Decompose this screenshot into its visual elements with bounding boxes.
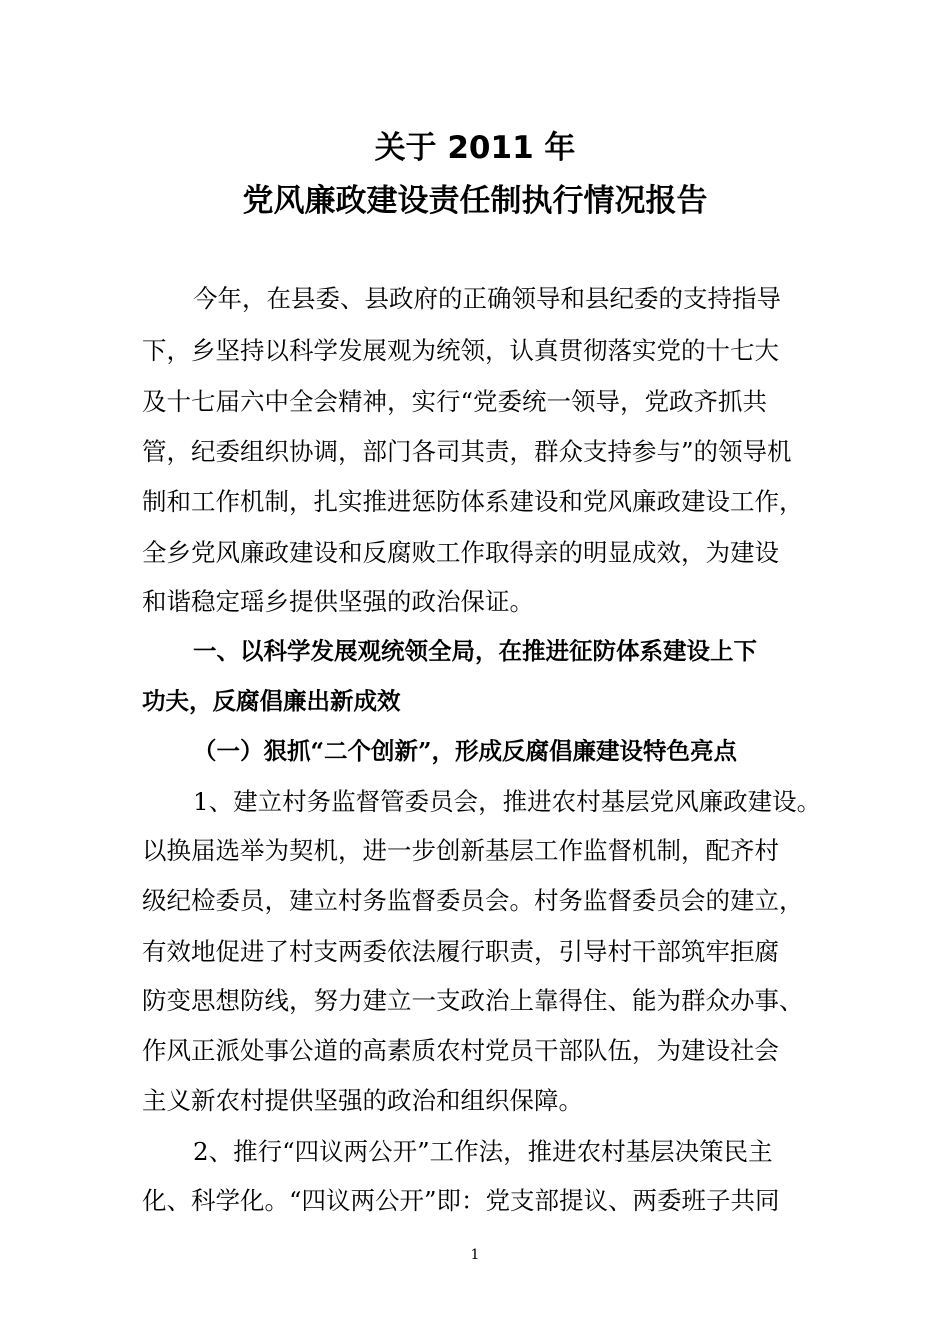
paragraph-line: 1、建立村务监督管委员会，推进农村基层党风廉政建设。 <box>193 787 822 816</box>
document-title-line-1: 关于 2011 年 <box>374 130 576 166</box>
paragraph-line: 制和工作机制，扎实推进惩防体系建设和党风廉政建设工作， <box>142 487 804 516</box>
paragraph-line: 2、推行“四议两公开”工作法，推进农村基层决策民主 <box>193 1137 773 1166</box>
paragraph-line: 主义新农村提供坚强的政治和组织保障。 <box>142 1086 583 1115</box>
paragraph-line: 化、科学化。“四议两公开”即：党支部提议、两委班子共同 <box>142 1186 780 1215</box>
paragraph-line: 管，纪委组织协调，部门各司其责，群众支持参与”的领导机 <box>142 437 792 466</box>
paragraph-line: 级纪检委员，建立村务监督委员会。村务监督委员会的建立， <box>142 886 804 915</box>
paragraph-line: 及十七届六中全会精神，实行“党委统一领导，党政齐抓共 <box>142 387 768 416</box>
paragraph-line: 有效地促进了村支两委依法履行职责，引导村干部筑牢拒腐 <box>142 937 779 966</box>
paragraph-line: 作风正派处事公道的高素质农村党员干部队伍，为建设社会 <box>142 1036 779 1065</box>
paragraph-line: 以换届选举为契机，进一步创新基层工作监督机制，配齐村 <box>142 836 779 865</box>
document-title-line-2: 党风廉政建设责任制执行情况报告 <box>242 183 708 219</box>
paragraph-line: 全乡党风廉政建设和反腐败工作取得亲的明显成效，为建设 <box>142 538 779 567</box>
paragraph-line: 今年，在县委、县政府的正确领导和县纪委的支持指导 <box>193 284 781 313</box>
page-number: 1 <box>470 1247 480 1263</box>
paragraph-line: 下，乡坚持以科学发展观为统领，认真贯彻落实党的十七大 <box>142 336 779 365</box>
section-heading-line: 功夫，反腐倡廉出新成效 <box>142 687 401 715</box>
paragraph-line: 防变思想防线，努力建立一支政治上靠得住、能为群众办事、 <box>142 986 804 1015</box>
paragraph-line: 和谐稳定瑶乡提供坚强的政治保证。 <box>142 587 534 616</box>
subsection-heading: （一）狠抓“二个创新”，形成反腐倡廉建设特色亮点 <box>193 737 738 765</box>
section-heading-line: 一、以科学发展观统领全局，在推进征防体系建设上下 <box>193 637 757 665</box>
